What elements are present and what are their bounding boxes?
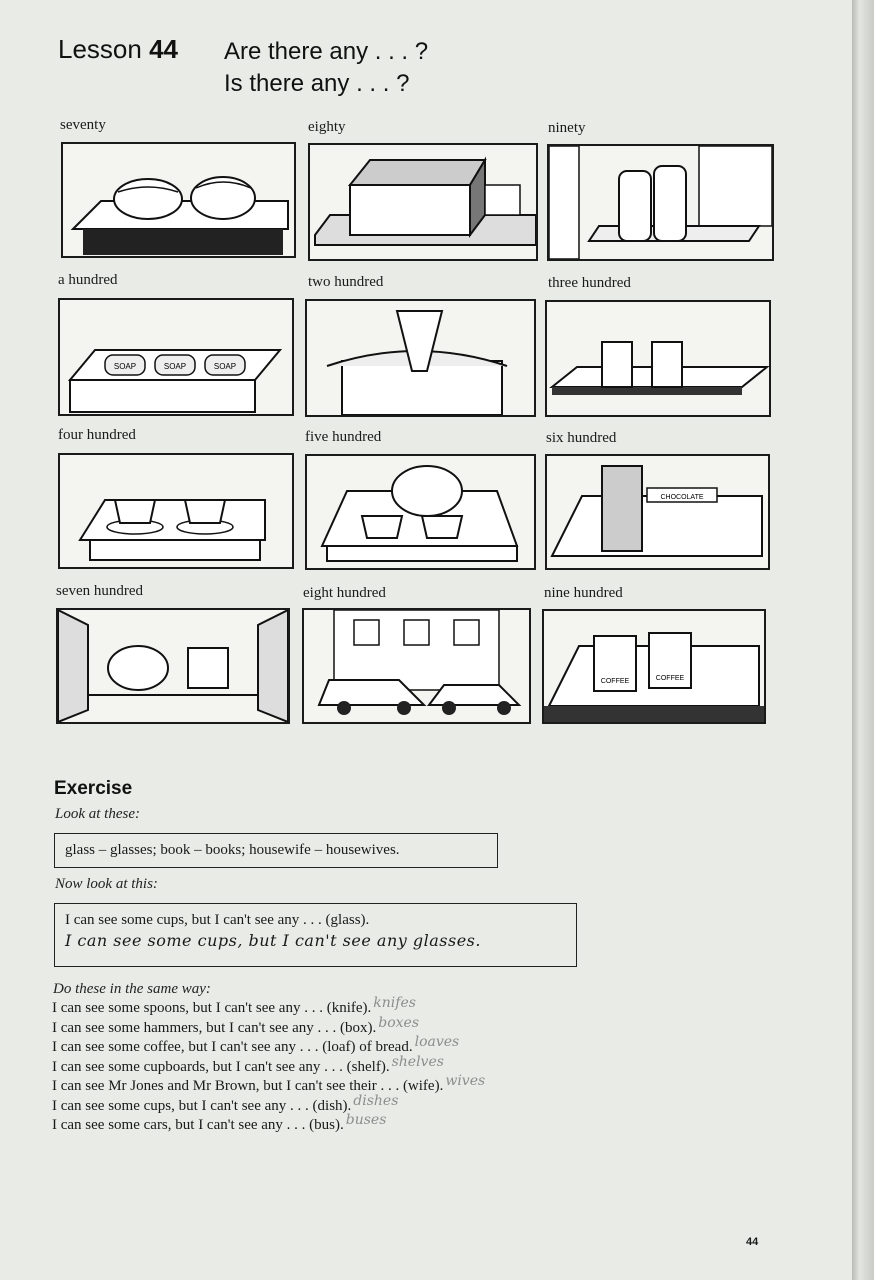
- illustration-teapots-cupboard: [56, 608, 290, 724]
- book-chocolate-drawing: [547, 456, 768, 568]
- illustration-box: [308, 143, 538, 261]
- illustration-milk-bottles: [547, 144, 774, 261]
- sentence-text: I can see some cars, but I can't see any . . . (bus).: [52, 1117, 344, 1133]
- panel-caption: five hundred: [305, 429, 382, 445]
- illustration-bread-loaves: [61, 142, 296, 258]
- illustration-teapot-cups: [305, 454, 536, 570]
- glasses-drawing: [547, 302, 769, 415]
- look-at-these-instruction: Look at these:: [55, 806, 140, 822]
- pencil-answer: shelves: [391, 1053, 444, 1070]
- chocolate-label: CHOCOLATE: [660, 494, 704, 501]
- plurals-box: [54, 833, 498, 868]
- pencil-answer: knifes: [373, 995, 416, 1011]
- soap-drawing: [60, 300, 292, 414]
- panel-caption: ninety: [548, 120, 586, 136]
- panel-caption: nine hundred: [544, 585, 623, 601]
- illustration-cups: [58, 453, 294, 569]
- exercise-sentence: [52, 1092, 485, 1117]
- lesson-title: [224, 36, 428, 100]
- soap-label: SOAP: [213, 362, 237, 371]
- example-box: [54, 903, 577, 967]
- pencil-answer: boxes: [378, 1014, 420, 1031]
- illustration-vase-newspaper: [305, 299, 536, 417]
- coffee-label: COFFEE: [655, 675, 685, 682]
- pencil-answer: wives: [445, 1073, 486, 1089]
- exercise-title: Exercise: [54, 778, 133, 799]
- lesson-title-line-1: Are there any . . . ?: [224, 38, 429, 65]
- plurals-examples: glass – glasses; book – books; housewife – housewives.: [65, 842, 400, 858]
- sentence-text: I can see some spoons, but I can't see any . . . (knife).: [52, 1000, 372, 1016]
- panel-caption: seven hundred: [56, 583, 144, 599]
- do-these-instruction: Do these in the same way:: [53, 981, 211, 997]
- illustration-cars: [302, 608, 531, 724]
- page-number: 44: [746, 1236, 759, 1248]
- panel-caption: four hundred: [58, 427, 136, 443]
- soap-label: SOAP: [113, 362, 137, 371]
- pencil-answer: dishes: [353, 1092, 399, 1109]
- illustration-coffee: [542, 609, 766, 724]
- sentence-text: I can see some cups, but I can't see any . . . (dish).: [52, 1097, 352, 1114]
- box-drawing: [310, 145, 536, 259]
- lesson-number: 44: [149, 34, 178, 64]
- example-answer: I can see some cups, but I can't see any glasses.: [65, 931, 481, 950]
- illustration-book-chocolate: [545, 454, 770, 570]
- coffee-label: COFFEE: [600, 678, 630, 685]
- sentence-text: I can see some coffee, but I can't see any . . . (loaf) of bread.: [52, 1039, 413, 1055]
- panel-caption: three hundred: [548, 275, 631, 291]
- bread-loaves-drawing: [63, 144, 294, 256]
- example-sentence: I can see some cups, but I can't see any . . . (glass).: [65, 912, 370, 928]
- cars-drawing: [304, 610, 529, 722]
- sentence-text: I can see some hammers, but I can't see any . . . (box).: [52, 1019, 377, 1036]
- panel-caption: seventy: [60, 117, 106, 133]
- vase-newspaper-drawing: [307, 301, 534, 415]
- panel-caption: a hundred: [58, 272, 118, 288]
- exercise-sentence: [52, 995, 485, 1019]
- panel-caption: six hundred: [546, 430, 617, 446]
- lesson-title-line-2: Is there any . . . ?: [224, 70, 410, 97]
- now-look-instruction: Now look at this:: [55, 876, 158, 892]
- cups-drawing: [60, 455, 292, 567]
- lesson-label: [58, 34, 178, 65]
- teapot-cups-drawing: [307, 456, 534, 568]
- pencil-answer: buses: [345, 1112, 387, 1128]
- illustration-soap: [58, 298, 294, 416]
- book-page-edge: [852, 0, 874, 1280]
- sentence-text: I can see some cupboards, but I can't see any . . . (shelf).: [52, 1058, 390, 1075]
- panel-caption: eight hundred: [303, 585, 386, 601]
- teapots-cupboard-drawing: [58, 610, 288, 722]
- panel-caption: two hundred: [308, 274, 384, 290]
- pencil-answer: loaves: [414, 1034, 460, 1050]
- panel-caption: eighty: [308, 119, 346, 135]
- milk-bottles-drawing: [549, 146, 772, 259]
- exercise-sentence: [52, 1112, 485, 1136]
- lesson-word: Lesson: [58, 34, 142, 64]
- sentence-text: I can see Mr Jones and Mr Brown, but I can't see their . . . (wife).: [52, 1078, 444, 1094]
- exercise-sentences: [52, 995, 486, 1136]
- exercise-sentence: [52, 1073, 486, 1097]
- exercise-sentence: [52, 1053, 485, 1078]
- illustration-glasses: [545, 300, 771, 417]
- soap-label: SOAP: [163, 362, 187, 371]
- coffee-drawing: [544, 611, 764, 722]
